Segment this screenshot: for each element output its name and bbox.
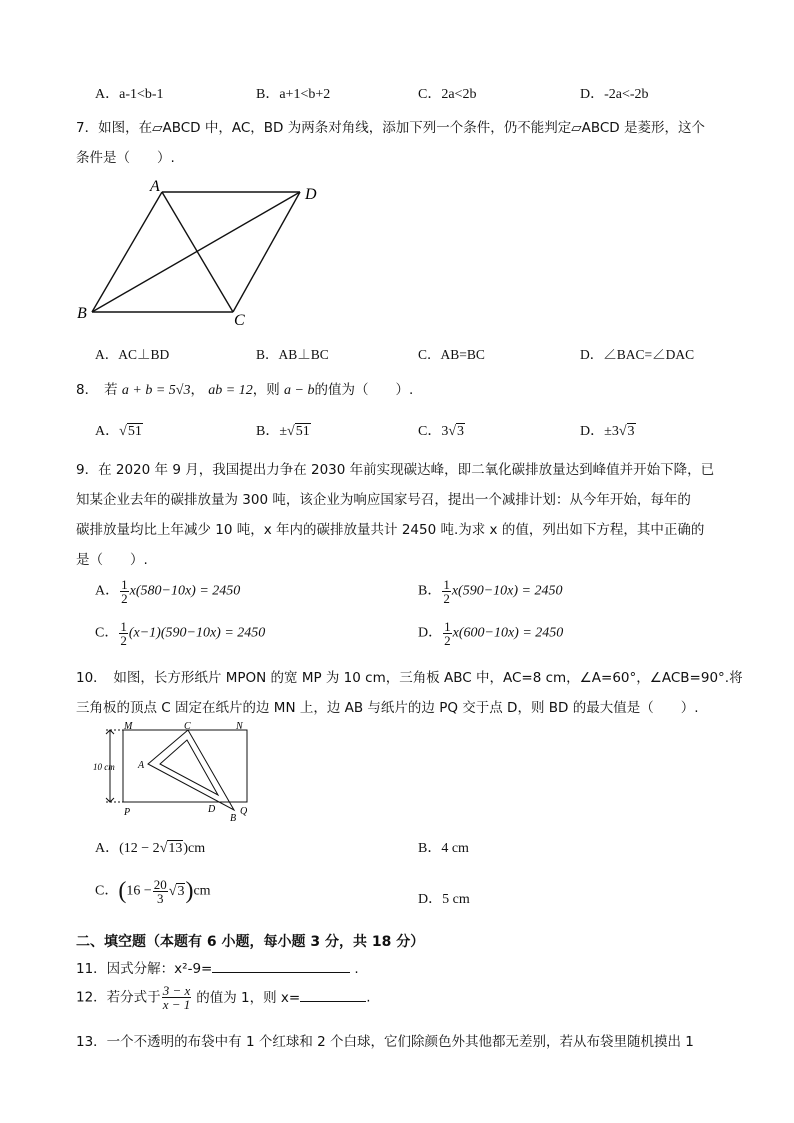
- q9-stem-line3: 碳排放量均比上年减少 10 吨，x 年内的碳排放量共计 2450 吨.为求 x 的值，列出如下方程，其中正确的: [76, 522, 705, 538]
- q9-option-c: C． $\frac{1}{2}$ (x−1)(590−10x) = 2450: [95, 619, 266, 648]
- q6-option-c: C．2a<2b: [418, 87, 477, 102]
- q8-option-a: A．√51: [95, 424, 142, 439]
- q11-answer-blank[interactable]: [212, 958, 350, 973]
- q7-parallelogram-figure: [70, 172, 340, 332]
- q10-label-n: N: [236, 722, 243, 732]
- q10-label-d: D: [208, 804, 216, 815]
- q7-stem-line1: 7．如图，在▱ABCD 中，AC，BD 为两条对角线，添加下列一个条件，仍不能判定▱ABCD 是菱形，这个: [76, 120, 705, 136]
- q9-option-d: D． $\frac{1}{2}$ x(600−10x) = 2450: [418, 619, 564, 648]
- q7-label-c: C: [234, 312, 245, 329]
- q10-rectangle-figure: [90, 722, 260, 822]
- q8-option-c: C．3√3: [418, 424, 465, 439]
- q6-option-a: A．a-1<b-1: [95, 87, 164, 102]
- q10-label-c: C: [184, 722, 191, 732]
- section-2-title: 二、填空题（本题有 6 小题，每小题 3 分，共 18 分）: [76, 934, 425, 950]
- q10-label-a: A: [138, 760, 145, 771]
- q9-stem-line1: 9．在 2020 年 9 月，我国提出力争在 2030 年前实现碳达峰，即二氧化碳排放量达到峰值并开始下降，已: [76, 462, 715, 478]
- q10-option-d: D．5 cm: [418, 892, 470, 907]
- q10-label-p: P: [124, 807, 131, 818]
- q13-stem: 13．一个不透明的布袋中有 1 个红球和 2 个白球，它们除颜色外其他都无差别，若从布袋里随机摸出 1: [76, 1034, 694, 1050]
- q6-option-b: B．a+1<b+2: [256, 87, 331, 102]
- q10-width-label: 10 cm: [93, 762, 115, 772]
- q10-option-c: C．(16 − $\frac{20}{3}$ √3)cm: [95, 877, 211, 906]
- q7-option-a: A．AC⊥BD: [95, 347, 170, 362]
- q12-stem: 12．若分式于 $\frac{3 - x}{x - 1}$ 的值为 1，则 x= .: [76, 983, 371, 1012]
- q12-answer-blank[interactable]: [300, 987, 366, 1002]
- q10-stem-line2: 三角板的顶点 C 固定在纸片的边 MN 上，边 AB 与纸片的边 PQ 交于点 D，则 BD 的最大值是（ ）.: [76, 700, 699, 716]
- q10-stem-line1: 10． 如图，长方形纸片 MPON 的宽 MP 为 10 cm，三角板 ABC 中，AC=8 cm，∠A=60°，∠ACB=90°.将: [76, 670, 743, 686]
- q7-label-d: D: [305, 186, 317, 203]
- q10-option-b: B．4 cm: [418, 841, 469, 856]
- q9-option-b: B． $\frac{1}{2}$ x(590−10x) = 2450: [418, 577, 563, 606]
- q10-label-q: Q: [240, 806, 248, 817]
- q8-option-b: B．±√51: [256, 424, 310, 439]
- q11-stem: 11．因式分解：x²-9= .: [76, 957, 359, 977]
- q8-option-d: D．±3√3: [580, 424, 635, 439]
- q7-option-c: C．AB=BC: [418, 347, 485, 362]
- q6-option-d: D．-2a<-2b: [580, 87, 649, 102]
- q10-option-a: A．(12 − 2√13)cm: [95, 841, 206, 856]
- q10-label-b: B: [230, 813, 237, 822]
- q10-label-m: M: [124, 722, 133, 732]
- q9-stem-line4: 是（ ）.: [76, 552, 148, 568]
- q8-stem: 8． 若 a + b = 5√3， ab = 12，则 a − b的值为（ ）.: [76, 382, 414, 398]
- q7-stem-line2: 条件是（ ）.: [76, 150, 175, 166]
- q7-label-a: A: [150, 178, 160, 195]
- q7-option-d: D．∠BAC=∠DAC: [580, 347, 695, 362]
- q7-option-b: B．AB⊥BC: [256, 347, 329, 362]
- q7-label-b: B: [77, 305, 87, 322]
- q9-option-a: A． $\frac{1}{2}$ x(580−10x) = 2450: [95, 577, 241, 606]
- q9-stem-line2: 知某企业去年的碳排放量为 300 吨，该企业为响应国家号召，提出一个减排计划：从今年开始，每年的: [76, 492, 691, 508]
